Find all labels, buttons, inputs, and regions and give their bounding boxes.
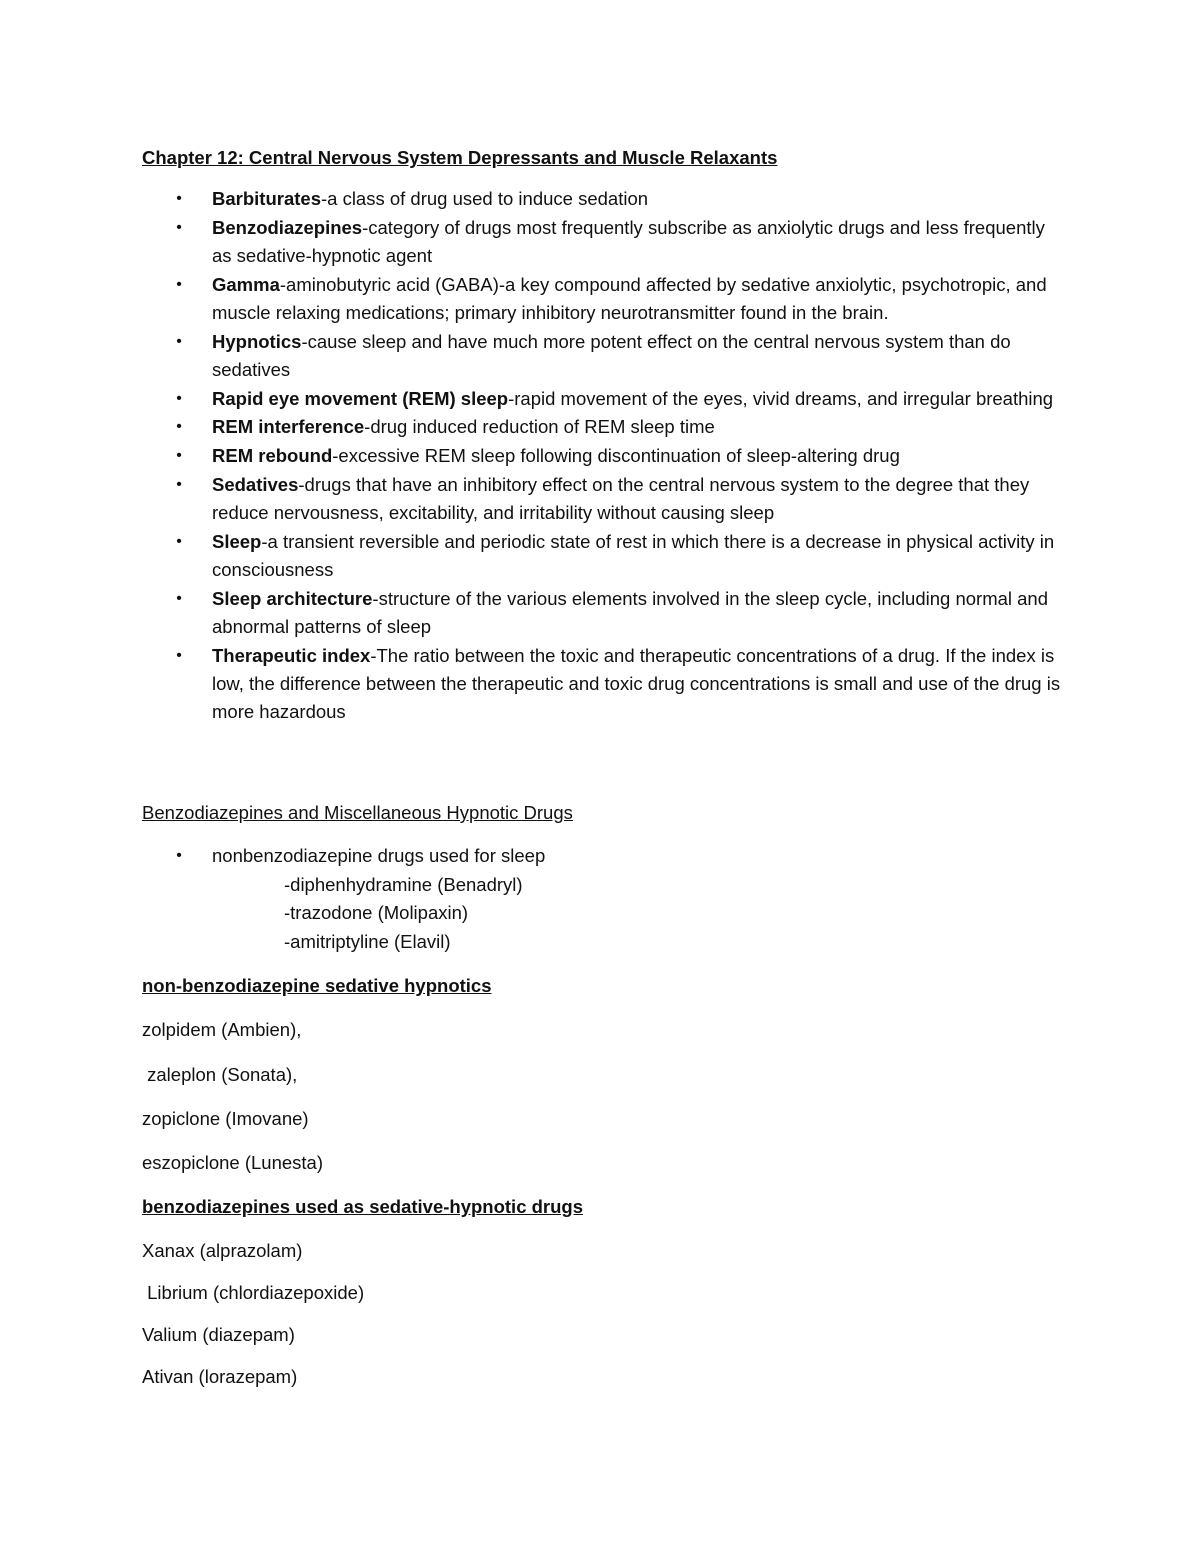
bullet-icon: • bbox=[176, 332, 182, 350]
glossary-item bbox=[0, 442, 1200, 470]
list-item bbox=[0, 842, 1200, 870]
drug-line: Ativan (lorazepam) bbox=[142, 1366, 298, 1387]
bullet-icon: • bbox=[176, 475, 182, 493]
glossary-item bbox=[0, 214, 1200, 271]
glossary-definition: -a class of drug used to induce sedation bbox=[320, 188, 649, 209]
bullet-icon: • bbox=[176, 447, 182, 465]
drug-line: Xanax (alprazolam) bbox=[142, 1240, 303, 1261]
glossary-list bbox=[0, 185, 1200, 727]
glossary-item bbox=[0, 385, 1200, 413]
glossary-definition: -rapid movement of the eyes, vivid dreams, and irregular breathing bbox=[508, 387, 1054, 409]
bullet-icon: • bbox=[176, 218, 182, 236]
drug-line: zolpidem (Ambien), bbox=[142, 1019, 302, 1040]
drug-line: zopiclone (Imovane) bbox=[142, 1108, 309, 1129]
glossary-item bbox=[0, 271, 1200, 328]
glossary-term: Hypnotics bbox=[212, 330, 302, 352]
glossary-item bbox=[0, 471, 1200, 528]
list-item-text: nonbenzodiazepine drugs used for sleep bbox=[212, 845, 546, 866]
sub-item: -diphenhydramine (Benadryl) bbox=[284, 874, 523, 895]
glossary-item bbox=[0, 642, 1200, 727]
glossary-term: Sleep architecture bbox=[212, 587, 373, 609]
sub-item: -amitriptyline (Elavil) bbox=[284, 930, 451, 952]
drug-line: zaleplon (Sonata), bbox=[142, 1064, 298, 1085]
drug-line: eszopiclone (Lunesta) bbox=[142, 1152, 323, 1173]
glossary-item bbox=[0, 585, 1200, 642]
bullet-icon: • bbox=[176, 389, 182, 407]
glossary-item bbox=[0, 413, 1200, 441]
glossary-definition: -The ratio between the toxic and therapeutic concentrations of a drug. If the index is low, the difference between the therapeutic and toxic drug concentrations is small and use of the drug is more hazardous bbox=[212, 644, 1061, 723]
bullet-icon: • bbox=[176, 532, 182, 550]
bullet-icon: • bbox=[176, 418, 182, 436]
glossary-term: Sedatives bbox=[212, 473, 299, 495]
glossary-term: Barbiturates bbox=[212, 188, 321, 209]
sub-item: -trazodone (Molipaxin) bbox=[284, 902, 469, 924]
glossary-definition: -structure of the various elements involved in the sleep cycle, including normal and abnormal patterns of sleep bbox=[212, 587, 1049, 637]
glossary-definition: -category of drugs most frequently subscribe as anxiolytic drugs and less frequently as sedative-hypnotic agent bbox=[212, 216, 1045, 266]
drug-line: Valium (diazepam) bbox=[142, 1324, 295, 1345]
chapter-title: Chapter 12: Central Nervous System Depressants and Muscle Relaxants bbox=[142, 147, 778, 168]
glossary-term: Therapeutic index bbox=[212, 644, 371, 666]
glossary-term: REM interference bbox=[212, 416, 365, 438]
bullet-icon: • bbox=[176, 589, 182, 607]
glossary-item bbox=[0, 328, 1200, 385]
glossary-definition: -cause sleep and have much more potent effect on the central nervous system than do sedatives bbox=[212, 330, 1011, 380]
non-benzo-heading: non-benzodiazepine sedative hypnotics bbox=[142, 975, 492, 996]
glossary-definition: -drugs that have an inhibitory effect on the central nervous system to the degree that they reduce nervousness, excitability, and irritability without causing sleep bbox=[212, 473, 1030, 523]
glossary-term: REM rebound bbox=[212, 445, 333, 467]
glossary-definition: -a transient reversible and periodic state of rest in which there is a decrease in physical activity in consciousness bbox=[212, 530, 1055, 580]
drug-line: Librium (chlordiazepoxide) bbox=[142, 1282, 365, 1303]
bullet-icon: • bbox=[176, 275, 182, 293]
glossary-definition: -aminobutyric acid (GABA)-a key compound affected by sedative anxiolytic, psychotropic, and muscle relaxing medications; primary inhibitory neurotransmitter found in the brain. bbox=[212, 273, 1047, 323]
misc-hypnotics-heading: Benzodiazepines and Miscellaneous Hypnotic Drugs bbox=[142, 802, 573, 823]
benzo-hypnotic-heading: benzodiazepines used as sedative-hypnotic drugs bbox=[142, 1196, 584, 1217]
glossary-definition: -excessive REM sleep following discontinuation of sleep-altering drug bbox=[332, 445, 900, 467]
bullet-icon: • bbox=[176, 847, 182, 864]
glossary-term: Gamma bbox=[212, 273, 280, 295]
glossary-term: Rapid eye movement (REM) sleep bbox=[212, 387, 509, 409]
bullet-icon: • bbox=[176, 646, 182, 664]
glossary-term: Sleep bbox=[212, 530, 262, 552]
glossary-definition: -drug induced reduction of REM sleep time bbox=[364, 416, 715, 438]
sleep-drug-sublist bbox=[284, 871, 523, 956]
misc-hypnotics-list bbox=[0, 842, 1200, 870]
glossary-term: Benzodiazepines bbox=[212, 216, 363, 238]
bullet-icon: • bbox=[176, 190, 182, 207]
glossary-item bbox=[0, 185, 1200, 213]
glossary-item bbox=[0, 528, 1200, 585]
